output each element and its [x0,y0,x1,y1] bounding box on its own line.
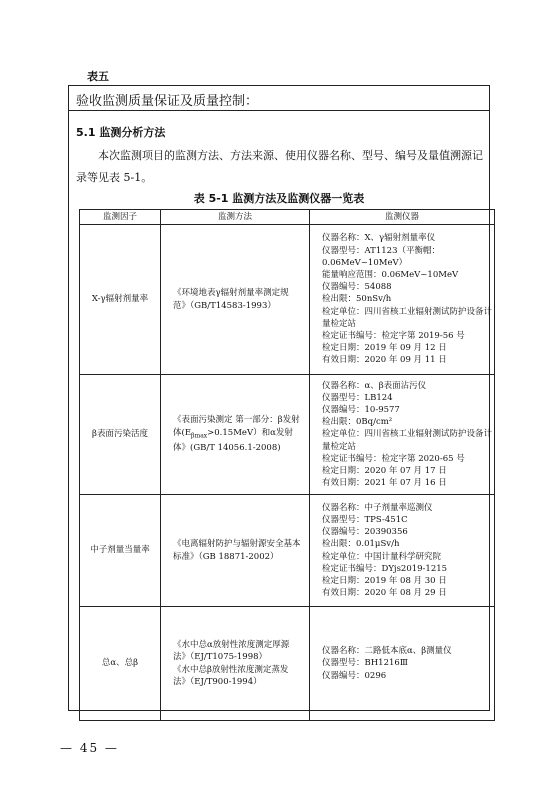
section-title: 5.1 监测分析方法 [76,126,166,139]
instrument-line: 仪器名称：二路低本底α、β测量仪 [322,646,452,657]
table-header-row [80,210,495,225]
instrument-line: 检出限：0Bq/cm² [322,417,393,428]
instrument-line: 检定日期：2019 年 09 月 12 日 [322,343,447,354]
instrument-line: 检定证书编号：检定字第 2019-56 号 [322,331,465,341]
table-row [80,607,495,721]
instrument-line: 检定日期：2020 年 07 月 17 日 [322,466,447,476]
cell-instrument [310,225,495,375]
cell-method [161,495,310,607]
method-text: 《表面污染测定 第一部分：β发射体(E [173,415,300,438]
cell-method [161,225,310,375]
cell-factor: 总α、总β [80,607,161,721]
cell-method [161,607,310,721]
cell-instrument [310,495,495,607]
instrument-line: 检出限：0.01μSv/h [322,539,400,550]
cell-factor: X-γ辐射剂量率 [80,225,161,375]
instrument-line: 能量响应范围：0.06MeV~10MeV [322,269,459,280]
instrument-line: 仪器编号：0296 [322,670,387,681]
page-number: — 45 — [60,741,119,755]
section-label: 表五 [87,70,109,83]
instrument-line: 仪器名称：X、γ辐射剂量率仪 [322,233,436,244]
frame-header-title: 验收监测质量保证及质量控制： [76,94,259,109]
instrument-line: 有效日期：2020 年 09 月 11 日 [322,355,447,366]
header-method: 监测方法 [161,210,310,225]
instrument-line: 仪器编号：20390356 [322,527,408,538]
header-instrument: 监测仪器 [310,210,495,225]
cell-factor: β表面污染活度 [80,375,161,495]
method-line: 《水中总α放射性浓度测定厚源法》（EJ/T1075-1998） [173,640,290,663]
instrument-line: 有效日期：2020 年 08 月 29 日 [322,588,447,599]
method-line: 《环境地表γ辐射剂量率测定规范》（GB/T14583-1993） [173,288,289,311]
table-row [80,225,495,375]
instrument-line: 仪器型号：BH1216Ⅲ [322,658,408,669]
instrument-line: 仪器型号：LB124 [322,392,393,403]
instrument-line: 有效日期：2021 年 07 月 16 日 [322,478,447,489]
instrument-line: 检出限：50nSv/h [322,294,392,305]
method-line [163,414,307,454]
instrument-line: 0.06MeV~10MeV） [322,257,408,268]
instrument-line: 检定证书编号：DYjs2019-1215 [322,563,448,574]
table-caption: 表 5-1 监测方法及监测仪器一览表 [193,192,365,205]
instrument-line: 检定单位：中国计量科学研究院 [322,551,442,562]
instrument-line: 仪器编号：10-9577 [322,404,400,415]
instrument-line: 仪器编号：54088 [322,282,392,293]
body-paragraph: 本次监测项目的监测方法、方法来源、使用仪器名称、型号、编号及量值溯源记录等见表 5-1。 [76,149,483,184]
instrument-line: 检定日期：2019 年 08 月 30 日 [322,575,447,586]
cell-factor: 中子剂量当量率 [80,495,161,607]
header-factor: 监测因子 [80,210,161,225]
instrument-line: 仪器名称：α、β表面沾污仪 [322,380,427,391]
method-text: >0.15MeV）和α发射体》(GB/T 14056.1-2008) [173,427,293,454]
cell-instrument [310,375,495,495]
method-line: 《水中总β放射性浓度测定蒸发法》（EJ/T900-1994） [173,664,289,687]
cell-method [161,375,310,495]
instrument-line: 仪器名称：中子剂量率巡测仪 [322,502,433,513]
instrument-line: 检定单位：四川省核工业辐射测试防护设备计量检定站 [322,306,493,329]
method-line: 《电离辐射防护与辐射源安全基本标准》（GB 18871-2002） [173,539,301,562]
frame-divider [68,110,490,111]
table-row [80,495,495,607]
method-subscript: βmax [191,432,208,440]
instrument-line: 仪器型号：TPS-451C [322,514,408,525]
table-row [80,375,495,495]
instrument-line: 检定证书编号：检定字第 2020-65 号 [322,453,465,464]
instrument-line: 仪器型号：AT1123（平衡帽： [322,245,440,256]
cell-instrument [310,607,495,721]
methods-table [79,209,495,721]
instrument-line: 检定单位：四川省核工业辐射测试防护设备计量检定站 [322,429,493,452]
